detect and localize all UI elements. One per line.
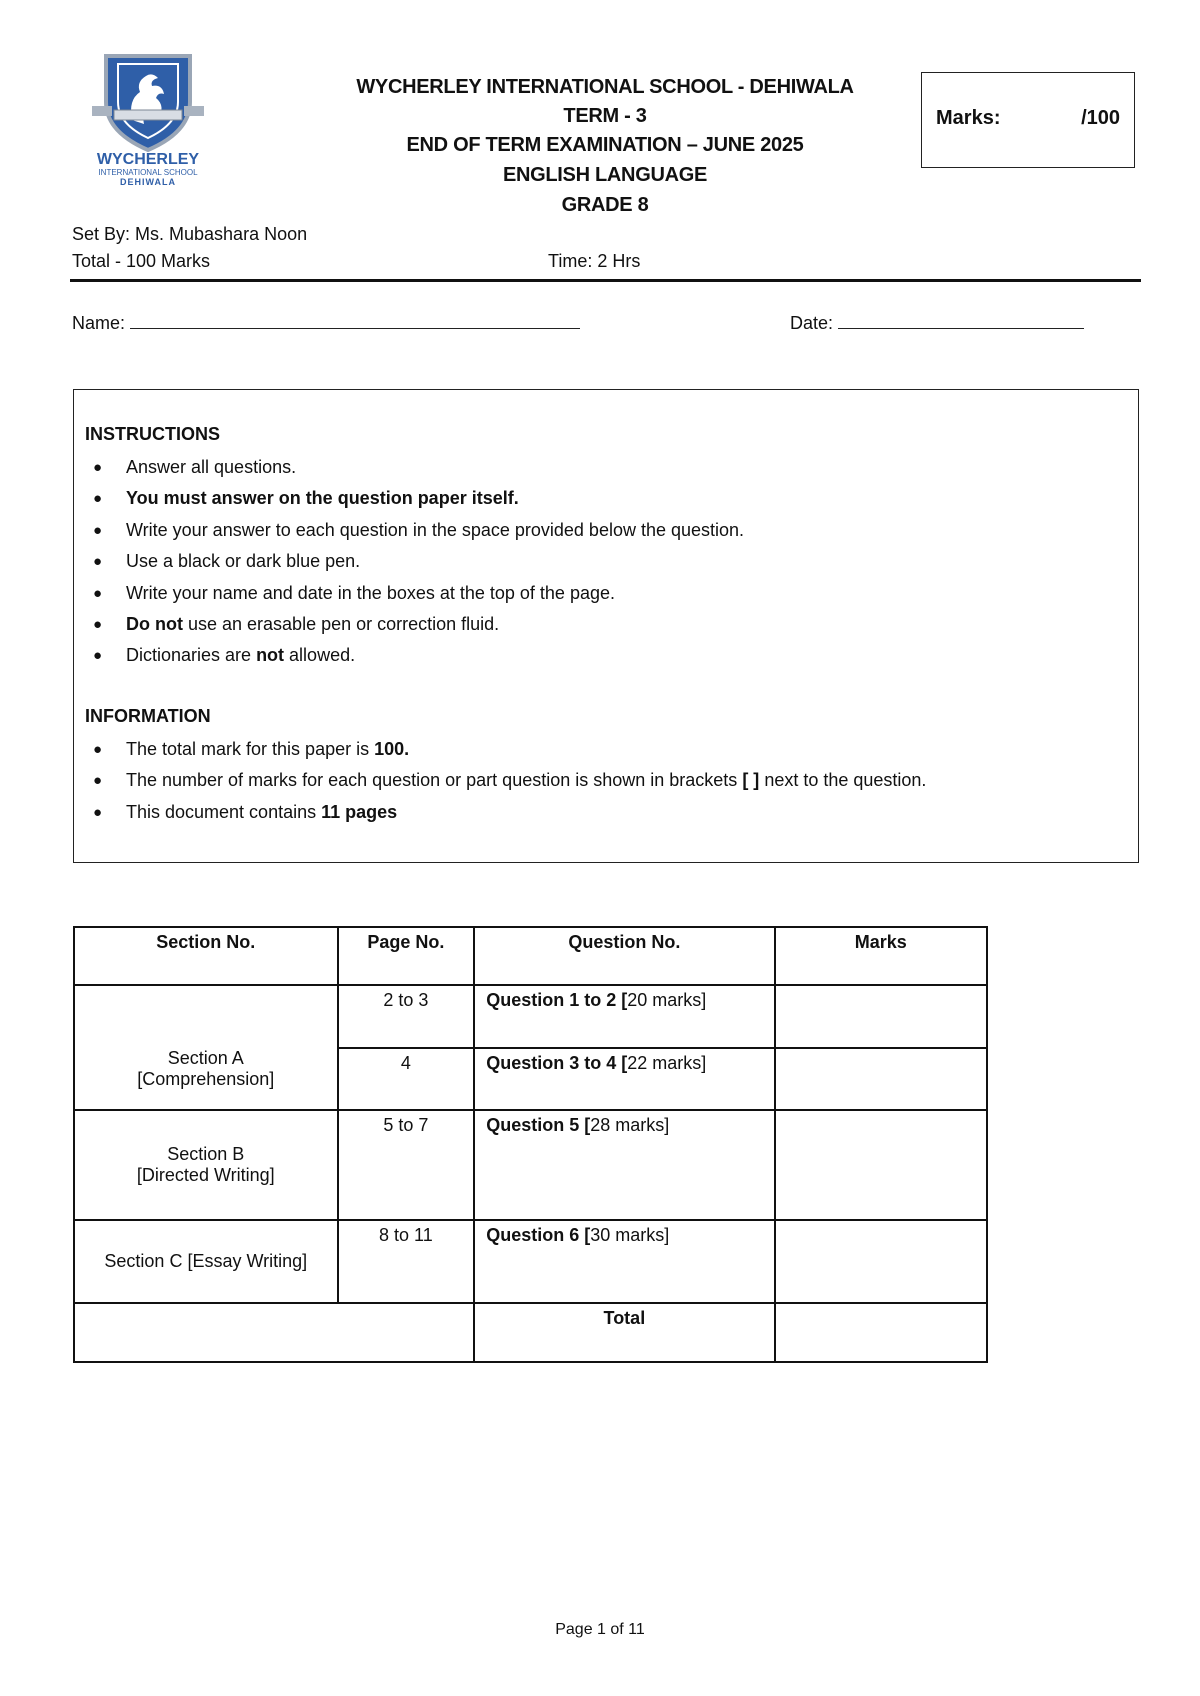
header-section: Section No.	[74, 927, 338, 985]
page-cell: 5 to 7	[338, 1110, 475, 1220]
page-cell: 8 to 11	[338, 1220, 475, 1303]
section-c-cell: Section C [Essay Writing]	[74, 1220, 338, 1303]
svg-text:INTERNATIONAL SCHOOL: INTERNATIONAL SCHOOL	[98, 168, 198, 177]
section-b-cell: Section B [Directed Writing]	[74, 1110, 338, 1220]
date-label: Date:	[790, 313, 834, 333]
list-item: ● This document contains 11 pages	[93, 801, 398, 822]
subject-title: ENGLISH LANGUAGE	[502, 164, 708, 186]
svg-text:WYCHERLEY: WYCHERLEY	[96, 151, 200, 168]
marks-label: Marks:	[936, 107, 1001, 129]
school-crest-icon	[88, 50, 208, 188]
total-marks: Total - 100 Marks	[72, 251, 211, 271]
marks-cell[interactable]	[775, 985, 987, 1048]
header-divider	[70, 279, 1141, 282]
exam-title: END OF TERM EXAMINATION – JUNE 2025	[406, 134, 804, 156]
list-item: ● Dictionaries are not allowed.	[93, 645, 356, 666]
information-heading: INFORMATION	[85, 706, 211, 726]
list-item: ● The number of marks for each question or part question is shown in brackets [ ] next to the question.	[93, 770, 927, 791]
instructions-heading: INSTRUCTIONS	[85, 424, 220, 444]
marks-total: /100	[1081, 107, 1120, 129]
list-item: ● You must answer on the question paper itself.	[93, 488, 519, 509]
question-cell: Question 5 [28 marks]	[474, 1110, 774, 1220]
marks-cell[interactable]	[775, 1048, 987, 1110]
set-by: Set By: Ms. Mubashara Noon	[72, 224, 308, 244]
marks-cell[interactable]	[775, 1110, 987, 1220]
list-item: ● Answer all questions.	[93, 457, 297, 477]
empty-cell	[74, 1303, 474, 1362]
list-item: ● The total mark for this paper is 100.	[93, 739, 410, 759]
marks-cell[interactable]	[775, 1220, 987, 1303]
table-header-row	[74, 927, 987, 985]
table-total-row	[74, 1303, 987, 1362]
question-cell: Question 6 [30 marks]	[474, 1220, 774, 1303]
header-question: Question No.	[474, 927, 774, 985]
header-page: Page No.	[338, 927, 475, 985]
list-item: ● Write your answer to each question in the space provided below the question.	[93, 519, 745, 540]
page-cell: 4	[338, 1048, 475, 1110]
school-logo	[88, 50, 208, 188]
table-row	[74, 1220, 987, 1303]
list-item: ● Use a black or dark blue pen.	[93, 551, 361, 572]
name-line[interactable]	[130, 310, 580, 329]
marks-box	[921, 72, 1135, 168]
section-a-cell: Section A [Comprehension]	[74, 985, 338, 1110]
school-name: WYCHERLEY INTERNATIONAL SCHOOL - DEHIWALA	[356, 76, 854, 98]
exam-time: Time: 2 Hrs	[548, 251, 641, 271]
grade-title: GRADE 8	[561, 194, 649, 216]
information-list	[85, 734, 926, 828]
table-row	[74, 985, 987, 1048]
total-marks-cell[interactable]	[775, 1303, 987, 1362]
date-field[interactable]	[790, 310, 1084, 334]
marks-summary-table	[73, 926, 988, 1363]
instructions-list	[85, 452, 744, 672]
page-cell: 2 to 3	[338, 985, 475, 1048]
page-number: Page 1 of 11	[555, 1621, 645, 1638]
question-cell: Question 3 to 4 [22 marks]	[474, 1048, 774, 1110]
term-title: TERM - 3	[563, 105, 647, 127]
name-field[interactable]	[72, 310, 580, 334]
date-line[interactable]	[838, 310, 1084, 329]
total-label: Total	[474, 1303, 774, 1362]
list-item: ● Do not use an erasable pen or correction fluid.	[93, 613, 500, 634]
header-marks: Marks	[775, 927, 987, 985]
instructions-box	[73, 389, 1139, 863]
question-cell: Question 1 to 2 [20 marks]	[474, 985, 774, 1048]
table-row	[74, 1110, 987, 1220]
name-label: Name:	[72, 313, 126, 333]
svg-text:DEHIWALA: DEHIWALA	[120, 177, 176, 187]
list-item: ● Write your name and date in the boxes at the top of the page.	[93, 582, 615, 603]
